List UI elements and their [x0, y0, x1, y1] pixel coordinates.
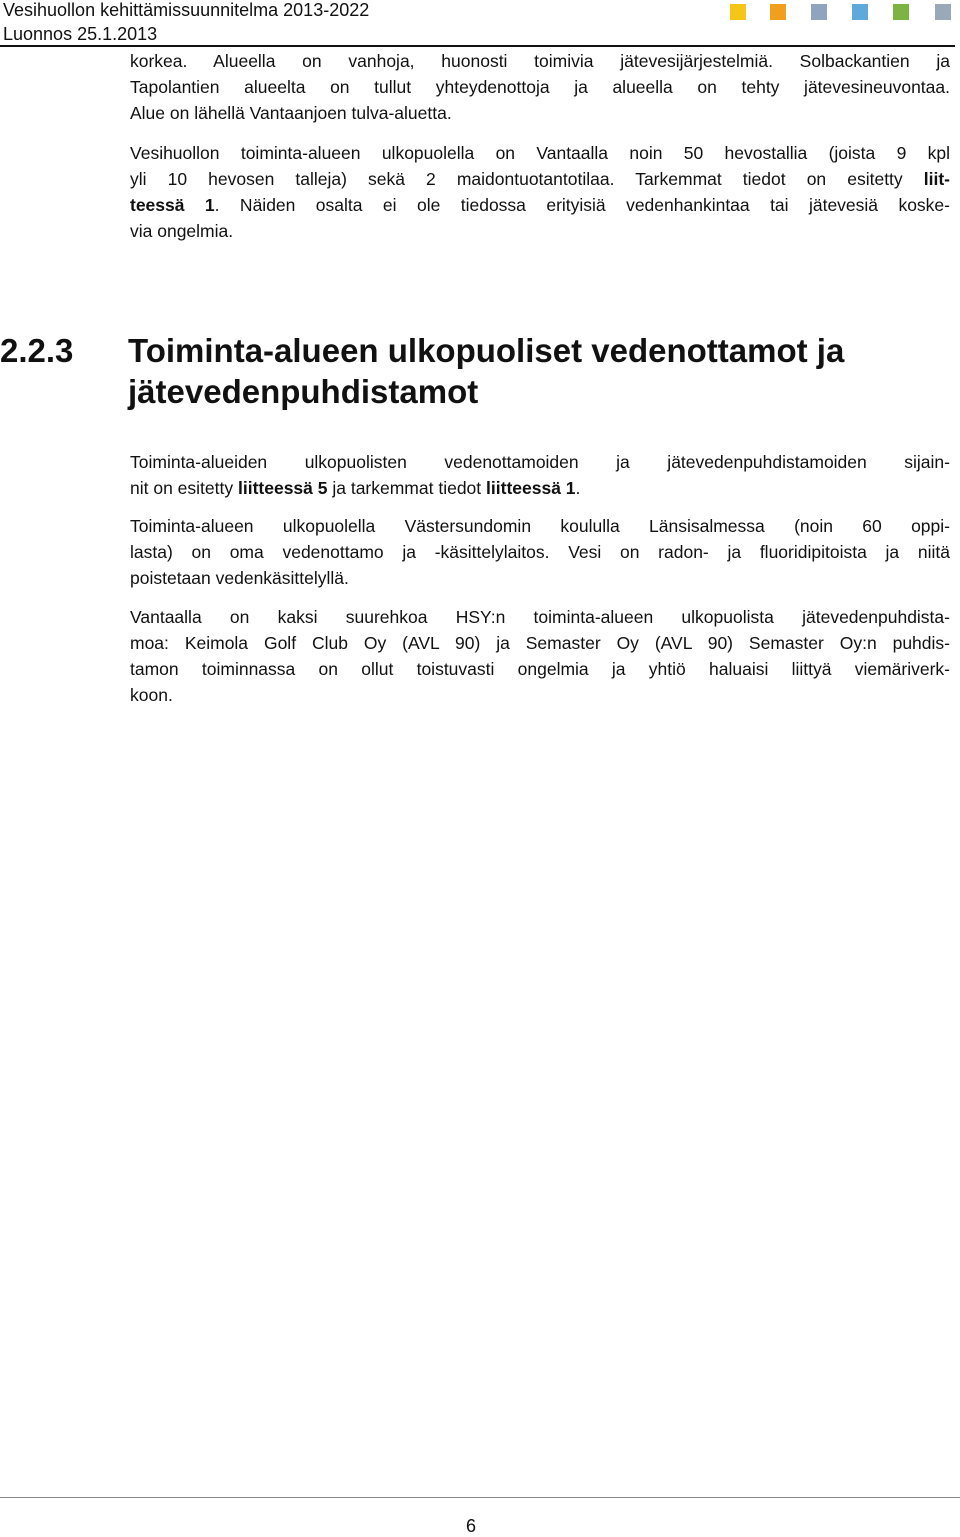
attachment-reference: liitteessä 5 [237, 478, 328, 498]
text-line: Vantaalla on kaksi suurehkoa HSY:n toiminta-alueen ulkopuolista jätevedenpuhdista- [130, 607, 950, 627]
section-title-line: Toiminta-alueen ulkopuoliset vedenottamot ja [128, 332, 845, 369]
brand-square [811, 4, 827, 20]
text-line: lasta) on oma vedenottamo ja -käsittelylaitos. Vesi on radon- ja fluoridipitoista ja niitä [130, 542, 950, 562]
document-title: Vesihuollon kehittämissuunnitelma 2013-2022 [3, 0, 370, 20]
text-run: yli 10 hevosen talleja) sekä 2 maidontuotantotilaa. Tarkemmat tiedot on esitetty [130, 169, 903, 189]
attachment-reference: liitteessä 1 [486, 478, 576, 498]
paragraph-alue [130, 48, 950, 126]
text-line: via ongelmia. [130, 221, 234, 241]
document-date: Luonnos 25.1.2013 [3, 24, 158, 44]
header-rule [0, 45, 955, 47]
text-line: Vesihuollon toiminta-alueen ulkopuolella on Vantaalla noin 50 hevostallia (joista 9 kpl [130, 143, 950, 163]
text-line: korkea. Alueella on vanhoja, huonosti toimivia jätevesijärjestelmiä. Solbackantien ja [130, 51, 950, 71]
text-run: . Näiden osalta ei ole tiedossa erityisiä vedenhankintaa tai jätevesiä koske- [214, 195, 950, 215]
text-run: ja tarkemmat tiedot [327, 478, 487, 498]
paragraph-puhdistamot [130, 604, 950, 708]
brand-square [730, 4, 746, 20]
section-number: 2.2.3 [0, 332, 74, 369]
brand-square [935, 4, 951, 20]
section-heading [0, 330, 948, 412]
brand-square [770, 4, 786, 20]
text-run: nit on esitetty [130, 478, 238, 498]
brand-square [852, 4, 868, 20]
text-run: . [575, 478, 581, 498]
text-line [130, 166, 950, 192]
attachment-reference: teessä 1 [130, 195, 215, 215]
paragraph-hevostallit [130, 140, 950, 244]
footer-rule [0, 1497, 960, 1498]
text-line: poistetaan vedenkäsittelyllä. [130, 568, 349, 588]
paragraph-sijainnit [130, 449, 950, 501]
text-line: Toiminta-alueen ulkopuolella Västersundomin koululla Länsisalmessa (noin 60 oppi- [130, 516, 950, 536]
page-header [0, 0, 960, 48]
text-line: moa: Keimola Golf Club Oy (AVL 90) ja Semaster Oy (AVL 90) Semaster Oy:n puhdis- [130, 633, 950, 653]
text-line: Tapolantien alueelta on tullut yhteydenottoja ja alueella on tehty jätevesineuvontaa. [130, 77, 950, 97]
paragraph-vastersundom [130, 513, 950, 591]
brand-square [893, 4, 909, 20]
attachment-reference: liit- [923, 169, 950, 189]
text-line: Toiminta-alueiden ulkopuolisten vedenottamoiden ja jätevedenpuhdistamoiden sijain- [130, 452, 950, 472]
page-number: 6 [466, 1516, 477, 1536]
text-line [130, 192, 950, 218]
text-line: tamon toiminnassa on ollut toistuvasti ongelmia ja yhtiö haluaisi liittyä viemäriverk- [130, 659, 950, 679]
section-title-line: jätevedenpuhdistamot [128, 373, 479, 410]
text-line: koon. [130, 685, 173, 705]
text-line [130, 475, 950, 501]
text-line: Alue on lähellä Vantaanjoen tulva-aluetta. [130, 103, 452, 123]
